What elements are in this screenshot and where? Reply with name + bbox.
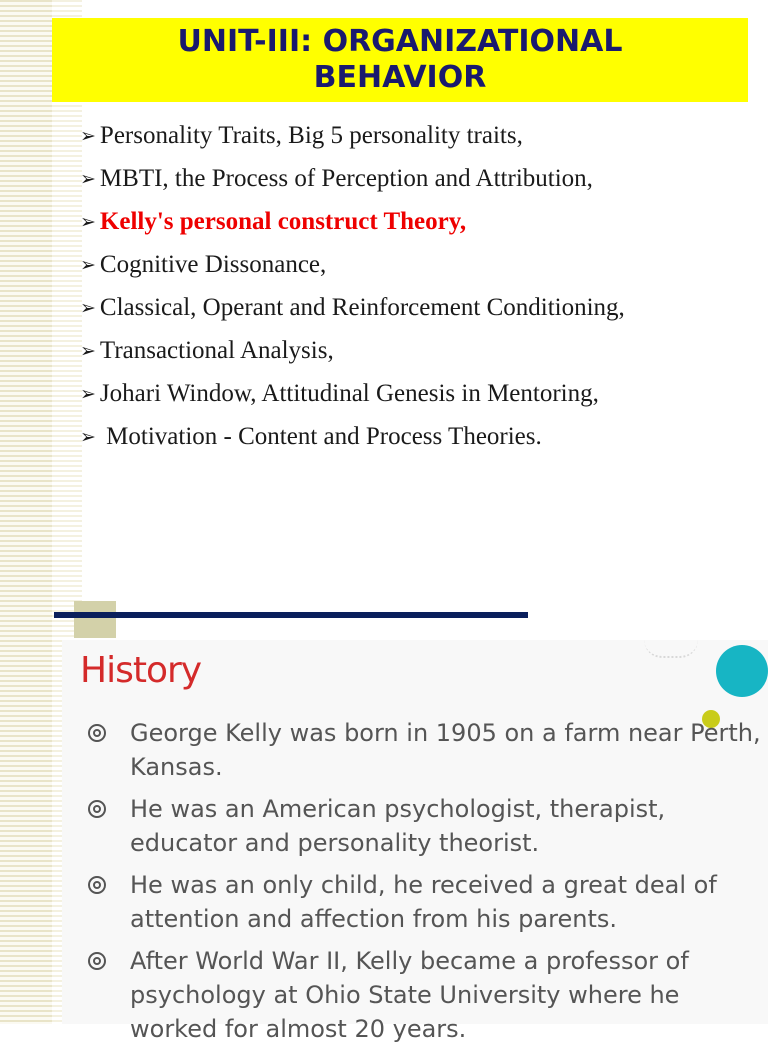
topic-item [80,157,760,200]
topic-text: Motivation - Content and Process Theories. [99,422,542,450]
arrow-bullet-icon: ➢ [80,167,96,190]
history-item [84,792,764,860]
history-item [84,868,764,936]
history-image-panel [62,640,768,1043]
teal-circle-icon [716,645,768,697]
decorative-dotted-arc [644,640,698,658]
decorative-stripes [0,0,52,1024]
arrow-bullet-icon: ➢ [80,296,96,319]
topic-text: Transactional Analysis, [99,336,334,364]
history-item-text: He was an only child, he received a great deal of attention and affection from his parents. [130,871,717,933]
topic-item [80,243,760,286]
topic-item [80,114,760,157]
history-item-text: George Kelly was born in 1905 on a farm near Perth, Kansas. [130,719,761,781]
slide-title-line-1: UNIT-III: ORGANIZATIONAL [177,24,623,59]
history-title: History [80,650,202,691]
arrow-bullet-icon: ➢ [80,210,96,233]
topic-text: Classical, Operant and Reinforcement Conditioning, [99,293,625,321]
topic-text: Cognitive Dissonance, [99,250,327,278]
arrow-bullet-icon: ➢ [80,425,96,448]
circle-bullet-icon [88,952,106,970]
topic-item [80,329,760,372]
divider-square [74,601,116,638]
arrow-bullet-icon: ➢ [80,124,96,147]
topic-item [80,415,760,458]
history-list [84,716,764,1054]
slide-title [52,18,748,102]
arrow-bullet-icon: ➢ [80,253,96,276]
topic-item-highlighted [80,200,760,243]
topic-item [80,372,760,415]
arrow-bullet-icon: ➢ [80,339,96,362]
divider-line [54,612,528,618]
slide-title-line-2: BEHAVIOR [313,60,487,95]
history-item [84,944,764,1046]
topic-text: Johari Window, Attitudinal Genesis in Mentoring, [99,379,599,407]
topic-text: Personality Traits, Big 5 personality traits, [99,121,523,149]
topic-text: Kelly's personal construct Theory, [99,207,467,235]
topic-text: MBTI, the Process of Perception and Attribution, [99,164,593,192]
history-item-text: He was an American psychologist, therapist, educator and personality theorist. [130,795,666,857]
arrow-bullet-icon: ➢ [80,382,96,405]
history-item [84,716,764,784]
topic-list [80,114,760,458]
circle-bullet-icon [88,876,106,894]
history-item-text: After World War II, Kelly became a professor of psychology at Ohio State University where he worked for almost 20 years. [130,947,689,1043]
topic-item [80,286,760,329]
circle-bullet-icon [88,724,106,742]
circle-bullet-icon [88,800,106,818]
